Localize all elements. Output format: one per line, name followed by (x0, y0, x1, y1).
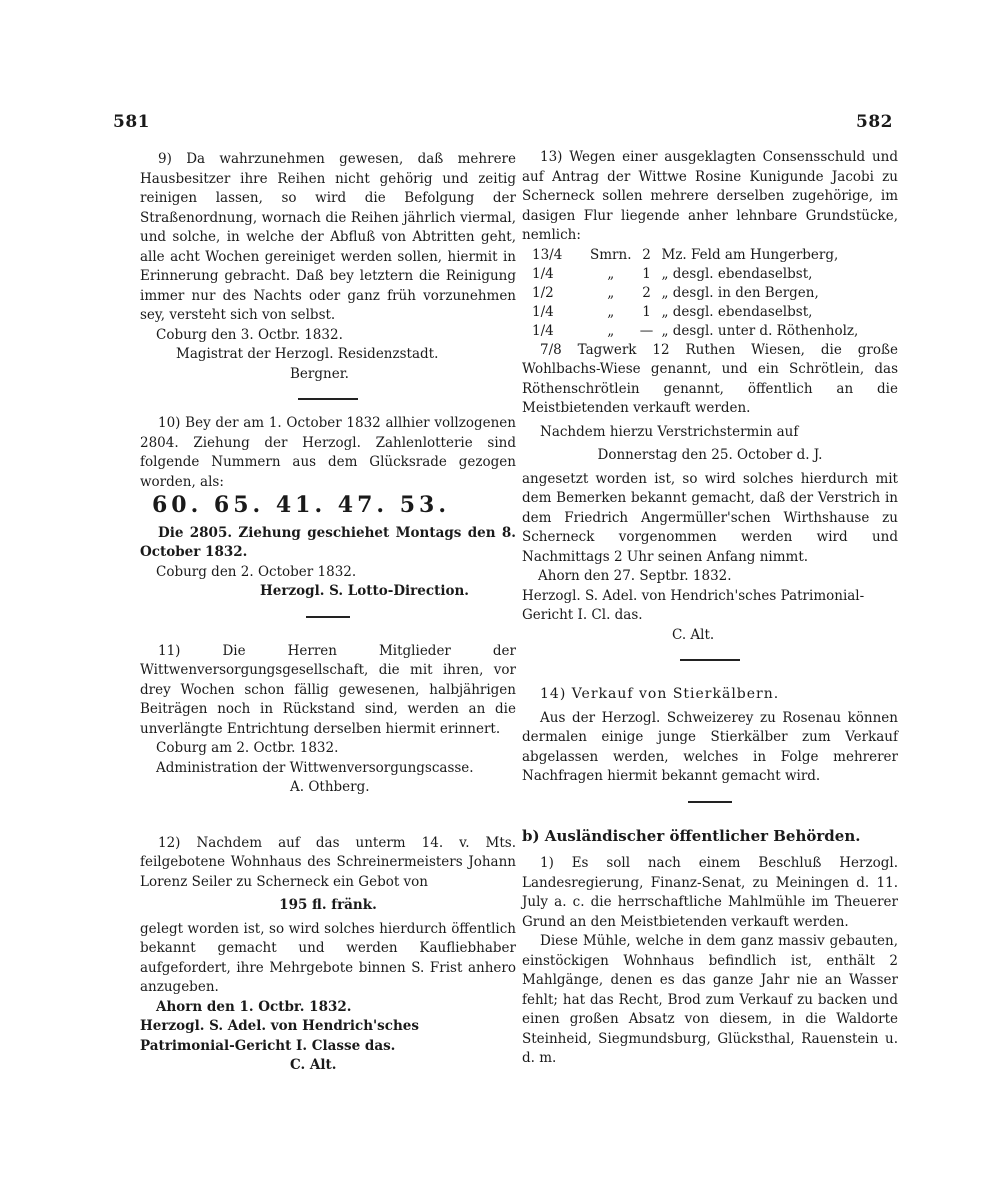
table-row: 13/4 Smrn. 2 Mz. Feld am Hungerberg, (532, 246, 839, 263)
table-row: 1/4 „ 1 „ desgl. ebendaselbst, (532, 265, 813, 282)
notice-9-date: Coburg den 3. Octbr. 1832. (156, 326, 343, 343)
section-b-notice-1-text: 1) Es soll nach einem Beschluß Herzogl. Landesregierung, Finanz-Senat, zu Meiningen d. 11. July a. c. die herrschaftliche Mahlmühle im Theuerer Grund an den Meistbietenden verkauft werden. (522, 855, 898, 930)
notice-13-term: Donnerstag den 25. October d. J. (597, 447, 823, 463)
table-row: 1/4 „ — „ desgl. unter d. Röthenholz, (532, 322, 859, 339)
table-row: 1/4 „ 1 „ desgl. ebendaselbst, (532, 303, 813, 320)
notice-12-date: Ahorn den 1. Octbr. 1832. (156, 998, 352, 1015)
notice-13-text: 13) Wegen einer ausgeklagten Consensschuld und auf Antrag der Wittwe Rosine Kunigunde Jacobi zu Scherneck sollen mehrere derselben zugehörige, im dasigen Flur liegende anher lehnbare Grundstücke, nemlich: (522, 149, 898, 243)
notice-13-date: Ahorn den 27. Septbr. 1832. (538, 568, 732, 584)
notice-9-signature: Bergner. (290, 365, 349, 382)
parcel-table (522, 246, 898, 341)
notice-13-text-end: angesetzt worden ist, so wird solches hierdurch mit dem Bemerken bekannt gemacht, daß der Verstrich in dem Friedrich Angermüller'schen Wirthshause zu Scherneck vorgenommen werden wird und Nachmittags 2 Uhr seinen Anfang nimmt. (522, 470, 898, 565)
notice-13-signature: C. Alt. (672, 626, 715, 643)
notice-11-date: Coburg am 2. Octbr. 1832. (156, 740, 339, 756)
notice-12-authority: Herzogl. S. Adel. von Hendrich'sches Patrimonial-Gericht I. Classe das. (140, 1018, 419, 1054)
divider (298, 398, 358, 400)
notice-13-text-cont: 7/8 Tagwerk 12 Ruthen Wiesen, die große Wohlbachs-Wiese genannt, und ein Schrötlein, das Röthenschrötlein genannt, öffentlich an die Meistbietenden verkauft werden. (522, 341, 898, 416)
notice-10-date: Coburg den 2. October 1832. (156, 563, 357, 580)
divider (306, 616, 350, 618)
right-column (522, 148, 898, 1069)
notice-10-next-draw: Die 2805. Ziehung geschiehet Montags den 8. October 1832. (140, 524, 516, 560)
lottery-numbers: 60. 65. 41. 47. 53. (152, 492, 451, 518)
notice-12-text: 12) Nachdem auf das unterm 14. v. Mts. feilgebotene Wohnhaus des Schreinermeisters Johann Lorenz Seiler zu Scherneck ein Gebot von (140, 834, 516, 890)
notice-13-term-intro: Nachdem hierzu Verstrichstermin auf (540, 423, 799, 440)
table-row: 1/2 „ 2 „ desgl. in den Bergen, (532, 284, 819, 301)
divider (688, 801, 732, 803)
section-b-heading: b) Ausländischer öffentlicher Behörden. (522, 826, 861, 845)
notice-12-text-cont: gelegt worden ist, so wird solches hierdurch öffentlich bekannt gemacht und werden Kaufliebhaber aufgefordert, ihre Mehrgebote binnen S. Frist anhero anzugeben. (140, 920, 516, 995)
page-number-right: 582 (856, 112, 893, 132)
notice-11-text: 11) Die Herren Mitglieder der Wittwenversorgungsgesellschaft, die mit ihren, vor drey Wochen schon fällig gewesenen, halbjährigen Beiträgen noch in Rückstand sind, werden an die unverlängte Entrichtung derselben hiermit erinnert. (140, 642, 516, 737)
notice-9-text: 9) Da wahrzunehmen gewesen, daß mehrere Hausbesitzer ihre Reihen nicht gehörig und zeitig reinigen lassen, so wird die Befolgung der Straßenordnung, wornach die Reihen jährlich viermal, und solche, in welche der Abfluß von Abtritten geht, alle acht Wochen gereiniget werden sollen, hiermit in Erinnerung gebracht. Daß bey letztern die Reinigung immer nur des Nachts oder ganz früh vorzunehmen sey, versteht sich von selbst. (140, 151, 516, 323)
divider (680, 659, 740, 661)
notice-13-authority: Herzogl. S. Adel. von Hendrich'sches Patrimonial-Gericht I. Cl. das. (522, 587, 865, 623)
notice-14-text: Aus der Herzogl. Schweizerey zu Rosenau können dermalen einige junge Stierkälber zum Verkauf abgelassen werden, welches in Folge mehrerer Nachfragen hiermit bekannt gemacht wird. (522, 709, 898, 784)
notice-14-heading: 14) Verkauf von Stierkälbern. (540, 686, 780, 702)
notice-12-signature: C. Alt. (290, 1057, 337, 1073)
notice-9-authority: Magistrat der Herzogl. Residenzstadt. (176, 346, 439, 362)
notice-11-signature: A. Othberg. (290, 779, 370, 795)
notice-10-authority: Herzogl. S. Lotto-Direction. (260, 583, 469, 599)
page-number-left: 581 (113, 112, 150, 132)
notice-10-text: 10) Bey der am 1. October 1832 allhier vollzogenen 2804. Ziehung der Herzogl. Zahlenlotterie sind folgende Nummern aus dem Glücksrade gezogen worden, als: (140, 415, 516, 490)
left-column (140, 150, 516, 1076)
notice-11-authority: Administration der Wittwenversorgungscasse. (156, 759, 474, 776)
section-b-notice-1-text-cont: Diese Mühle, welche in dem ganz massiv gebauten, einstöckigen Wohnhaus befindlich ist, enthält 2 Mahlgänge, denen es das ganze Jahr nie an Wasser fehlt; hat das Recht, Brod zum Verkauf zu backen und einen großen Absatz von diesem, in die Waldorte Steinheid, Siegmundsburg, Glücksthal, Rauenstein u. d. m. (522, 933, 898, 1066)
notice-12-amount: 195 fl. fränk. (279, 897, 377, 913)
